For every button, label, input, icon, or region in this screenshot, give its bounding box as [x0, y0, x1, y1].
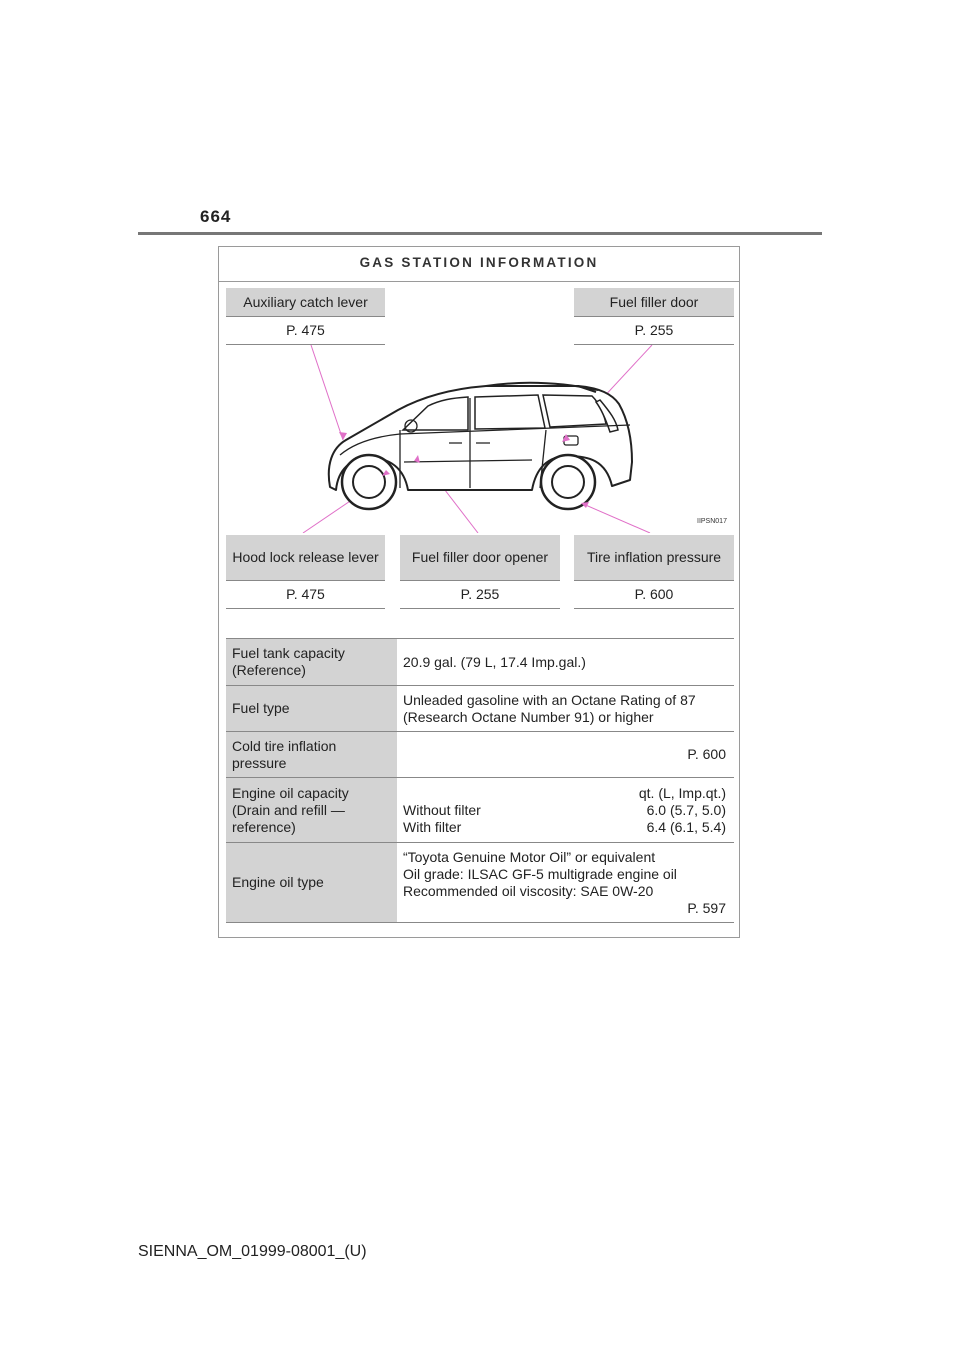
- cold-tire-value: [397, 732, 734, 778]
- header-rule: [138, 232, 822, 235]
- specifications-table: [226, 638, 734, 923]
- cold-tire-label: [226, 732, 397, 778]
- without-filter-label: Without filter: [403, 801, 481, 818]
- cold-tire-label-line1: Cold tire inflation: [232, 737, 337, 754]
- engine-oil-capacity-label-line2: (Drain and refill —: [232, 801, 345, 818]
- table-row-engine-oil-type: [226, 843, 734, 923]
- table-row-cold-tire: [226, 732, 734, 778]
- tire-inflation-pressure-label: Tire inflation pressure: [574, 535, 734, 581]
- without-filter-value: 6.0 (5.7, 5.0): [646, 801, 726, 818]
- fuel-tank-label-line2: (Reference): [232, 662, 306, 678]
- figure-code: IIPSN017: [697, 518, 727, 525]
- engine-oil-type-line2: Oil grade: ILSAC GF-5 multigrade engine oil: [403, 865, 677, 882]
- engine-oil-type-ref[interactable]: P. 597: [687, 899, 726, 916]
- engine-oil-type-value: [397, 843, 734, 923]
- fuel-filler-door-opener-ref[interactable]: P. 255: [400, 581, 560, 609]
- fuel-filler-door-opener-label: Fuel filler door opener: [400, 535, 560, 581]
- fuel-filler-door-label: Fuel filler door: [574, 288, 734, 317]
- fuel-tank-label: [226, 639, 397, 686]
- with-filter-label: With filter: [403, 818, 462, 835]
- document-footer: SIENNA_OM_01999-08001_(U): [138, 1243, 367, 1260]
- engine-oil-type-line1: “Toyota Genuine Motor Oil” or equivalent: [403, 848, 656, 865]
- section-title: GAS STATION INFORMATION: [218, 246, 740, 282]
- engine-oil-type-line3: Recommended oil viscosity: SAE 0W-20: [403, 882, 654, 899]
- auxiliary-catch-lever-label: Auxiliary catch lever: [226, 288, 385, 317]
- with-filter-value: 6.4 (6.1, 5.4): [646, 818, 726, 835]
- hood-lock-release-lever-label: Hood lock release lever: [226, 535, 385, 581]
- minivan-side-view-icon: [226, 345, 738, 533]
- fuel-tank-value: 20.9 gal. (79 L, 17.4 Imp.gal.): [397, 639, 734, 686]
- table-row-fuel-type: [226, 686, 734, 732]
- cold-tire-label-line2: pressure: [232, 754, 287, 771]
- table-row-engine-oil-capacity: [226, 778, 734, 843]
- fuel-type-label: Fuel type: [226, 686, 397, 732]
- page-number: 664: [200, 207, 232, 226]
- fuel-filler-door-ref[interactable]: P. 255: [574, 317, 734, 345]
- table-row-fuel-tank: [226, 639, 734, 686]
- fuel-type-value-line2: (Research Octane Number 91) or higher: [403, 708, 654, 725]
- fuel-tank-label-line1: Fuel tank capacity: [232, 645, 345, 661]
- engine-oil-capacity-label-line1: Engine oil capacity: [232, 784, 349, 801]
- fuel-type-value: [397, 686, 734, 732]
- tire-inflation-pressure-ref[interactable]: P. 600: [574, 581, 734, 609]
- hood-lock-release-lever-ref[interactable]: P. 475: [226, 581, 385, 609]
- engine-oil-capacity-label: [226, 778, 397, 843]
- auxiliary-catch-lever-ref[interactable]: P. 475: [226, 317, 385, 345]
- engine-oil-capacity-label-line3: reference): [232, 818, 296, 835]
- engine-oil-type-label: Engine oil type: [226, 843, 397, 923]
- cold-tire-ref[interactable]: P. 600: [687, 746, 726, 762]
- engine-oil-unit: qt. (L, Imp.qt.): [638, 784, 726, 801]
- fuel-type-value-line1: Unleaded gasoline with an Octane Rating of 87: [403, 691, 696, 708]
- engine-oil-capacity-value: [397, 778, 734, 843]
